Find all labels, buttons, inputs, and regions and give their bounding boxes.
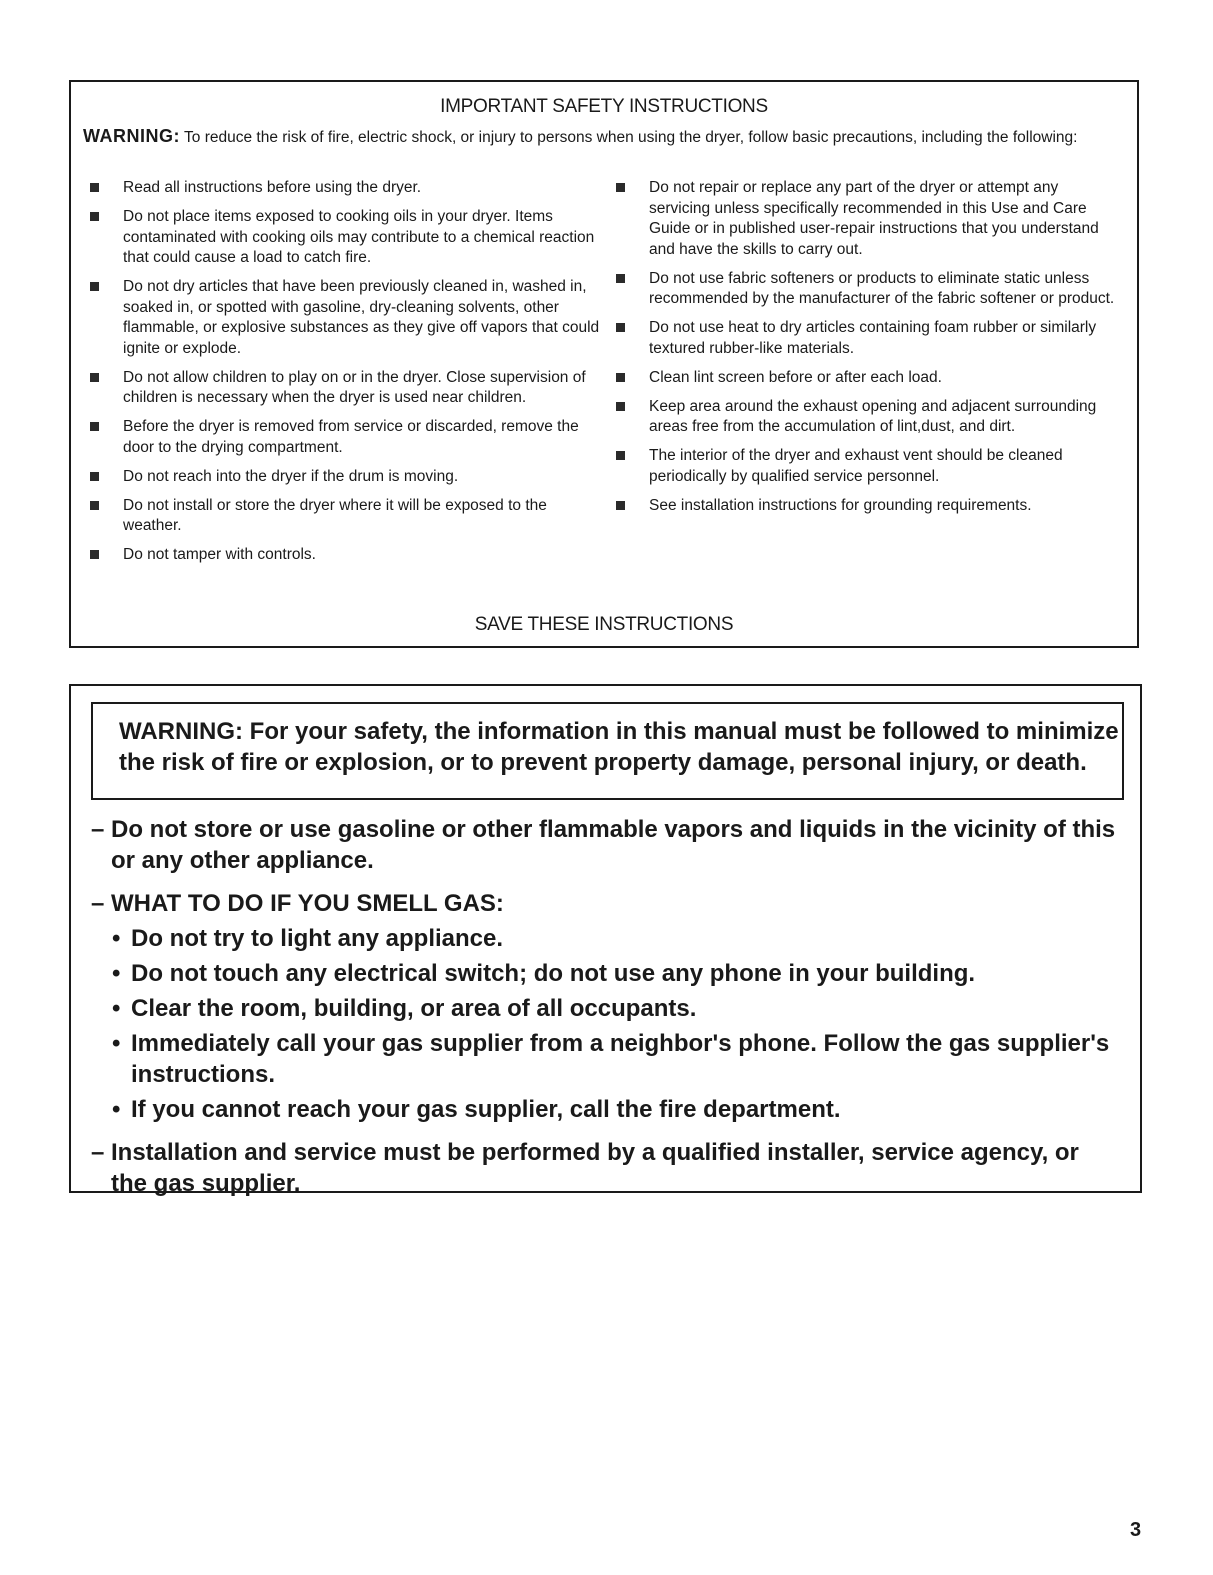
list-item: Read all instructions before using the dryer. <box>123 178 608 199</box>
list-item <box>91 888 1121 1125</box>
dot-bullet-icon: • <box>112 960 121 987</box>
square-bullet-icon <box>90 472 99 481</box>
list-item: Do not install or store the dryer where it will be exposed to the weather. <box>123 496 608 537</box>
square-bullet-icon <box>90 550 99 559</box>
square-bullet-icon <box>616 402 625 411</box>
warning-label: WARNING: <box>83 126 180 146</box>
list-item: • Do not try to light any appliance. <box>112 925 504 952</box>
list-item: Do not allow children to play on or in the dryer. Close supervision of children is necessary when the dryer is used near children. <box>123 368 608 409</box>
square-bullet-icon <box>90 183 99 192</box>
square-bullet-icon <box>616 373 625 382</box>
list-item: • Do not touch any electrical switch; do not use any phone in your building. <box>112 960 976 987</box>
gas-warning-list <box>91 814 1121 1211</box>
list-item: Do not repair or replace any part of the dryer or attempt any servicing unless specifically recommended in this Use and Care Guide or in published user-repair instructions that you understand and have the skills to carry out. <box>649 178 1119 260</box>
square-bullet-icon <box>616 451 625 460</box>
list-item: – Do not store or use gasoline or other flammable vapors and liquids in the vicinity of this or any other appliance. <box>91 816 1116 874</box>
list-item: Do not use heat to dry articles containing foam rubber or similarly textured rubber-like materials. <box>649 318 1119 359</box>
dash-bullet: – <box>91 890 105 917</box>
dot-bullet-icon: • <box>112 995 121 1022</box>
page-number: 3 <box>1130 1519 1142 1541</box>
dot-bullet-icon: • <box>112 1096 121 1123</box>
list-item: See installation instructions for grounding requirements. <box>649 496 1119 517</box>
list-item: Do not use fabric softeners or products to eliminate static unless recommended by the manufacturer of the fabric softener or product. <box>649 269 1119 310</box>
gas-warning-box <box>69 684 1142 1197</box>
safety-title: IMPORTANT SAFETY INSTRUCTIONS <box>440 96 768 117</box>
smell-gas-title: WHAT TO DO IF YOU SMELL GAS: <box>111 890 504 917</box>
list-item: Do not tamper with controls. <box>123 545 608 566</box>
dot-bullet-icon: • <box>112 925 121 952</box>
dash-bullet: – <box>91 1139 105 1166</box>
square-bullet-icon <box>616 274 625 283</box>
square-bullet-icon <box>616 323 625 332</box>
list-item: Do not reach into the dryer if the drum is moving. <box>123 467 608 488</box>
list-item: Do not dry articles that have been previously cleaned in, washed in, soaked in, or spotted with gasoline, dry-cleaning solvents, other flammable, or explosive substances as they give off vapors that could ignite or explode. <box>123 277 608 359</box>
list-item: The interior of the dryer and exhaust vent should be cleaned periodically by qualified service personnel. <box>649 446 1119 487</box>
square-bullet-icon <box>90 212 99 221</box>
list-item: • Immediately call your gas supplier from a neighbor's phone. Follow the gas supplier's instructions. <box>112 1030 1110 1088</box>
dash-bullet: – <box>91 816 105 843</box>
dot-bullet-icon: • <box>112 1030 121 1057</box>
safety-list-left <box>123 178 608 574</box>
save-instructions-footer: SAVE THESE INSTRUCTIONS <box>474 614 734 635</box>
list-item: Keep area around the exhaust opening and adjacent surrounding areas free from the accumulation of lint,dust, and dirt. <box>649 397 1119 438</box>
square-bullet-icon <box>90 501 99 510</box>
square-bullet-icon <box>90 282 99 291</box>
safety-intro <box>83 126 1117 148</box>
important-safety-box <box>69 80 1139 648</box>
list-item: • Clear the room, building, or area of all occupants. <box>112 995 697 1022</box>
list-item: Before the dryer is removed from service or discarded, remove the door to the drying compartment. <box>123 417 608 458</box>
list-item: • If you cannot reach your gas supplier, call the fire department. <box>112 1096 841 1123</box>
smell-gas-steps <box>111 923 1121 1125</box>
safety-list-right <box>649 178 1119 525</box>
list-item: – Installation and service must be performed by a qualified installer, service agency, or the gas supplier. <box>91 1139 1079 1197</box>
list-item: Do not place items exposed to cooking oils in your dryer. Items contaminated with cooking oils may contribute to a chemical reaction that could cause a load to catch fire. <box>123 207 608 269</box>
gas-warning-headline: WARNING: For your safety, the information in this manual must be followed to minimize the risk of fire or explosion, or to prevent property damage, personal injury, or death. <box>91 702 1124 800</box>
warning-text: To reduce the risk of fire, electric shock, or injury to persons when using the dryer, follow basic precautions, including the following: <box>184 129 1078 146</box>
square-bullet-icon <box>616 501 625 510</box>
list-item: Clean lint screen before or after each load. <box>649 368 1119 389</box>
square-bullet-icon <box>90 373 99 382</box>
square-bullet-icon <box>90 422 99 431</box>
square-bullet-icon <box>616 183 625 192</box>
